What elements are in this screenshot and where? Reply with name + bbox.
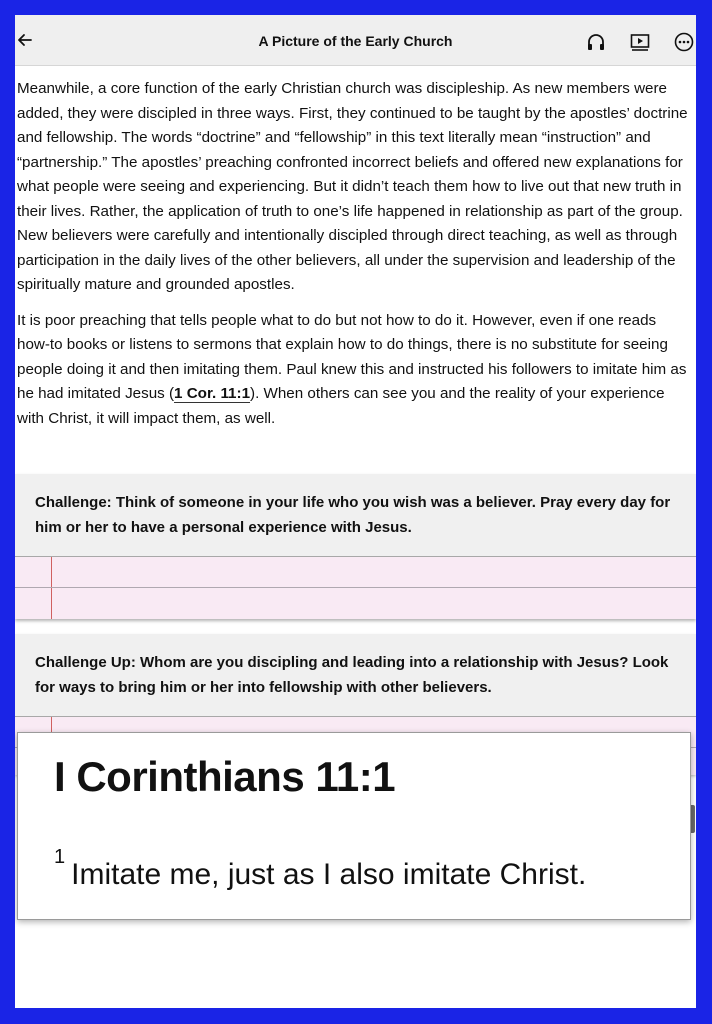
paragraph-text-end: ). When others can see you and the reality of your experience with Christ, it will impact them, as well. (17, 385, 665, 427)
verse-reference-title: I Corinthians 11:1 (54, 753, 396, 800)
headphones-icon[interactable] (585, 31, 607, 53)
page-title: A Picture of the Early Church (258, 33, 453, 49)
notes-margin-line (51, 557, 52, 619)
more-options-icon[interactable] (673, 31, 695, 53)
verse-body: Imitate me, just as I also imitate Christ. (71, 858, 587, 891)
challenge-up-text: Challenge Up: Whom are you discipling and leading into a relationship with Jesus? Look for ways to bring him or her into fellowship with other believers. (35, 654, 669, 696)
top-bar (15, 15, 696, 66)
video-play-icon[interactable] (629, 31, 651, 53)
paragraph-text-start: It is poor preaching that tells people what to do but not how to do it. However, even if one reads how-to books or listens to sermons that explain how to do things, there is no substitute for seeing people doing it and then imitating them. Paul knew this and instructed his followers to imitate him as he had imitated Jesus ( (17, 311, 687, 402)
scripture-reference-link[interactable]: 1 Cor. 11:1 (174, 385, 251, 402)
challenge-notes-area[interactable] (15, 556, 696, 619)
verse-number: 1 (54, 846, 66, 868)
app-window (15, 15, 696, 1008)
challenge-card (15, 474, 696, 619)
paragraph-imitation (17, 309, 693, 432)
notes-rule-line (15, 587, 696, 588)
challenge-text: Challenge: Think of someone in your life who you wish was a believer. Pray every day for him or her to have a personal experience with Jesus. (35, 494, 671, 536)
article-body (17, 77, 693, 442)
paragraph-discipleship: Meanwhile, a core function of the early Christian church was discipleship. As new members were added, they were discipled in three ways. First, they continued to be taught by the apostles’ doctrine and fellowship. The words “doctrine” and “fellowship” in this text literally mean “instruction” and “partnership.” The apostles’ preaching confronted incorrect beliefs and offered new explanations for what people were seeing and experiencing. But it didn’t teach them how to live out that new truth in their lives. Rather, the application of truth to one’s life happened in relationship as part of the group. New believers were carefully and intentionally discipled through direct teaching, as well as through participation in the daily lives of the other believers, all under the supervision and leadership of the spiritually mature and grounded apostles. (17, 80, 688, 293)
verse-text (54, 846, 587, 892)
verse-popup (17, 732, 691, 920)
